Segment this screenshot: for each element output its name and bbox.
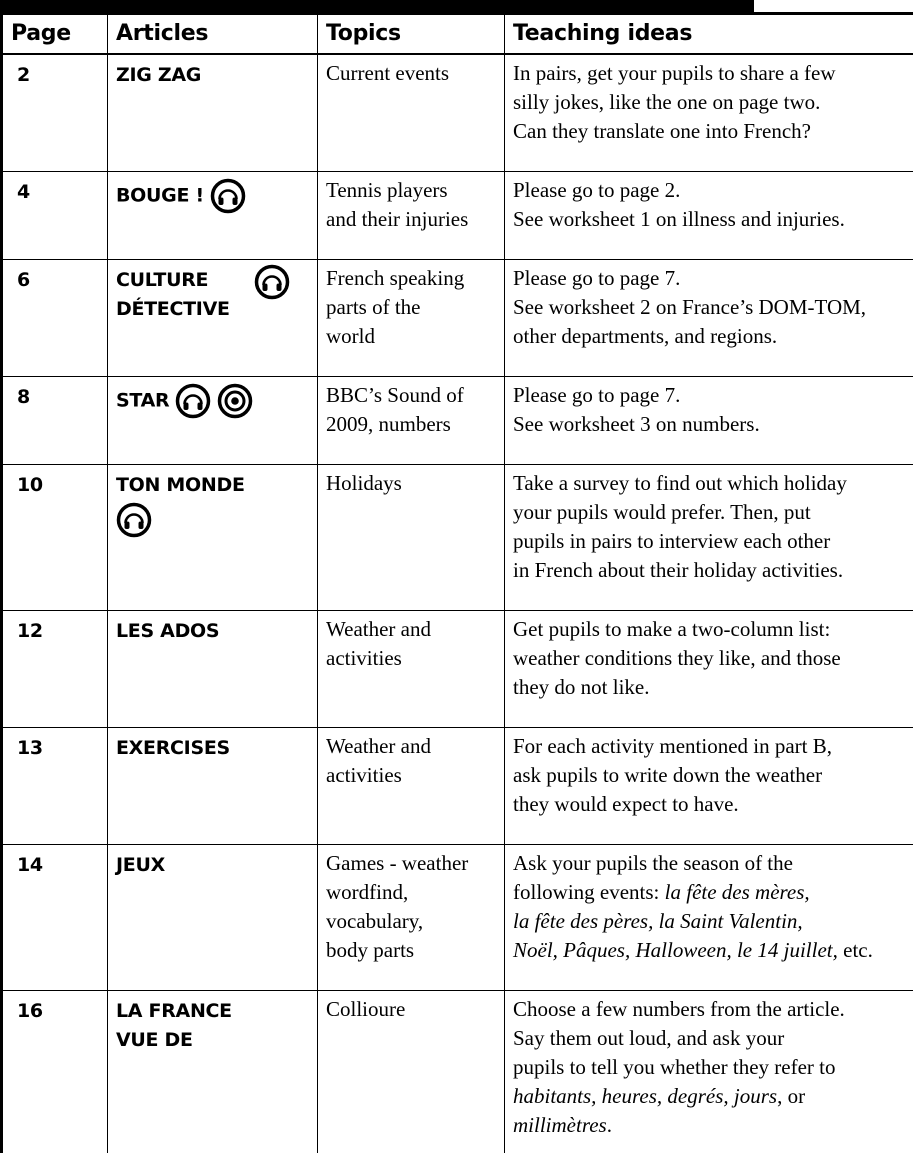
- teaching-idea-line: [513, 410, 913, 439]
- topic-line: activities: [326, 762, 402, 787]
- article-title-line: JEUX: [116, 853, 165, 876]
- teaching-idea-line: [513, 995, 913, 1024]
- teaching-idea-text: Please go to page 2.: [513, 177, 681, 202]
- article-title: [108, 464, 318, 610]
- topic-line: French speaking: [326, 265, 465, 290]
- topic-line: parts of the: [326, 294, 421, 319]
- topic-line: Games - weather: [326, 850, 469, 875]
- topic-cell: [318, 54, 505, 171]
- teaching-idea-text: Please go to page 7.: [513, 265, 681, 290]
- top-border-tab: [754, 0, 913, 14]
- headphones-icon: [210, 178, 246, 214]
- teaching-idea-text: .: [606, 1112, 612, 1137]
- headphones-icon: [116, 502, 309, 547]
- topic-line: Current events: [326, 61, 450, 85]
- teaching-idea-text: In pairs, get your pupils to share a few: [513, 61, 836, 85]
- topic-line: activities: [326, 645, 402, 670]
- teaching-idea-cell: [505, 259, 913, 376]
- header-articles: Articles: [108, 15, 318, 55]
- page-number: 10: [3, 464, 108, 610]
- teaching-idea-text: Please go to page 7.: [513, 382, 681, 407]
- teaching-idea-text: in French about their holiday activities.: [513, 557, 844, 582]
- target-icon: [217, 383, 253, 419]
- teaching-idea-line: [513, 644, 913, 673]
- teaching-idea-line: [513, 878, 913, 907]
- article-title: [108, 259, 318, 376]
- article-title: [108, 376, 318, 464]
- teaching-idea-cell: [505, 171, 913, 259]
- teaching-idea-text: See worksheet 1 on illness and injuries.: [513, 206, 845, 231]
- teaching-idea-text: they do not like.: [513, 674, 650, 699]
- topic-cell: [318, 990, 505, 1153]
- table-row: [3, 990, 913, 1153]
- article-title-line: BOUGE !: [116, 184, 204, 206]
- teaching-idea-cell: [505, 844, 913, 990]
- teaching-idea-line: [513, 469, 913, 498]
- teaching-idea-italic-text: Noël, Pâques, Halloween, le 14 juillet,: [513, 937, 838, 962]
- topic-line: Weather and: [326, 733, 431, 758]
- teaching-idea-text: ask pupils to write down the weather: [513, 762, 823, 787]
- page-number: 4: [3, 171, 108, 259]
- topic-line: Weather and: [326, 616, 431, 641]
- teaching-idea-text: See worksheet 3 on numbers.: [513, 411, 760, 436]
- teaching-idea-text: Ask your pupils the season of the: [513, 850, 793, 875]
- teaching-idea-line: [513, 117, 913, 146]
- topic-line: world: [326, 323, 375, 348]
- teaching-idea-line: [513, 381, 913, 410]
- teaching-idea-text: etc.: [837, 937, 873, 962]
- topic-line: and their injuries: [326, 206, 469, 231]
- teaching-idea-text: Choose a few numbers from the article.: [513, 996, 845, 1021]
- topic-cell: [318, 727, 505, 844]
- headphones-icon: [254, 264, 290, 309]
- teaching-idea-text: silly jokes, like the one on page two.: [513, 90, 821, 114]
- topic-line: vocabulary,: [326, 908, 424, 933]
- teaching-idea-text: they would expect to have.: [513, 791, 739, 816]
- teaching-idea-cell: [505, 727, 913, 844]
- teaching-idea-text: Get pupils to make a two-column list:: [513, 616, 831, 641]
- table-row: [3, 464, 913, 610]
- teaching-idea-line: [513, 88, 913, 117]
- article-title-line: DÉTECTIVE: [116, 297, 230, 320]
- topic-cell: [318, 376, 505, 464]
- article-title-line: EXERCISES: [116, 736, 230, 759]
- teaching-idea-italic-text: habitants, heures, degrés, jours: [513, 1083, 778, 1108]
- teaching-idea-cell: [505, 464, 913, 610]
- teaching-ideas-table: [2, 14, 913, 1153]
- teaching-idea-line: [513, 1053, 913, 1082]
- header-row: [3, 15, 913, 55]
- table-row: [3, 171, 913, 259]
- teaching-idea-text: other departments, and regions.: [513, 323, 778, 348]
- topic-cell: [318, 610, 505, 727]
- teaching-idea-line: [513, 1024, 913, 1053]
- teaching-idea-line: [513, 732, 913, 761]
- topic-line: wordfind,: [326, 879, 409, 904]
- table-row: [3, 727, 913, 844]
- table-frame: [0, 14, 913, 1153]
- article-title-line: ZIG ZAG: [116, 64, 202, 86]
- teaching-idea-text: , or: [777, 1083, 806, 1108]
- article-title: [108, 844, 318, 990]
- article-title-line: CULTURE: [116, 268, 209, 291]
- teaching-idea-text: following events:: [513, 879, 665, 904]
- teaching-idea-line: [513, 615, 913, 644]
- topic-line: Tennis players: [326, 177, 448, 202]
- topic-line: body parts: [326, 937, 415, 962]
- article-title: [108, 171, 318, 259]
- teaching-idea-text: your pupils would prefer. Then, put: [513, 499, 811, 524]
- teaching-idea-line: [513, 293, 913, 322]
- teaching-idea-line: [513, 176, 913, 205]
- header-teaching-ideas: Teaching ideas: [505, 15, 913, 55]
- page-number: 8: [3, 376, 108, 464]
- table-row: [3, 610, 913, 727]
- teaching-idea-line: [513, 936, 913, 965]
- teaching-idea-line: [513, 673, 913, 702]
- teaching-idea-text: See worksheet 2 on France’s DOM-TOM,: [513, 294, 867, 319]
- article-title-line: TON MONDE: [116, 473, 245, 496]
- teaching-idea-cell: [505, 376, 913, 464]
- teaching-idea-line: [513, 205, 913, 234]
- teaching-idea-line: [513, 761, 913, 790]
- topic-line: BBC’s Sound of: [326, 382, 464, 407]
- topic-line: Holidays: [326, 470, 402, 495]
- teaching-idea-text: pupils to tell you whether they refer to: [513, 1054, 836, 1079]
- topic-cell: [318, 171, 505, 259]
- topic-cell: [318, 844, 505, 990]
- topic-line: 2009, numbers: [326, 411, 451, 436]
- teaching-idea-text: Can they translate one into French?: [513, 119, 811, 143]
- page-number: 2: [3, 54, 108, 171]
- teaching-idea-line: [513, 907, 913, 936]
- teaching-idea-line: [513, 264, 913, 293]
- teaching-idea-cell: [505, 610, 913, 727]
- teaching-idea-italic-text: millimètres: [513, 1112, 607, 1137]
- teaching-idea-text: weather conditions they like, and those: [513, 645, 841, 670]
- page-number: 13: [3, 727, 108, 844]
- article-title: [108, 610, 318, 727]
- article-title-line: VUE DE: [116, 1028, 193, 1051]
- topic-cell: [318, 259, 505, 376]
- teaching-idea-line: [513, 527, 913, 556]
- teaching-idea-line: [513, 849, 913, 878]
- teaching-idea-text: For each activity mentioned in part B,: [513, 733, 832, 758]
- topic-cell: [318, 464, 505, 610]
- page-number: 16: [3, 990, 108, 1153]
- table-row: [3, 844, 913, 990]
- teaching-idea-text: pupils in pairs to interview each other: [513, 528, 831, 553]
- teaching-idea-text: Take a survey to find out which holiday: [513, 470, 847, 495]
- page-number: 14: [3, 844, 108, 990]
- header-page: Page: [3, 15, 108, 55]
- headphones-icon: [175, 383, 211, 419]
- article-title: [108, 54, 318, 171]
- teaching-idea-line: [513, 59, 913, 88]
- article-title: [108, 727, 318, 844]
- teaching-idea-line: [513, 498, 913, 527]
- teaching-idea-line: [513, 322, 913, 351]
- teaching-idea-line: [513, 1111, 913, 1140]
- table-row: [3, 259, 913, 376]
- topic-line: Collioure: [326, 996, 406, 1021]
- article-title-line: STAR: [116, 389, 170, 411]
- table-row: [3, 54, 913, 171]
- article-title: [108, 990, 318, 1153]
- table-row: [3, 376, 913, 464]
- teaching-idea-italic-text: la fête des pères, la Saint Valentin,: [513, 908, 803, 933]
- article-title-line: LA FRANCE: [116, 999, 232, 1022]
- teaching-idea-line: [513, 1082, 913, 1111]
- teaching-idea-cell: [505, 990, 913, 1153]
- teaching-idea-cell: [505, 54, 913, 171]
- teaching-idea-line: [513, 790, 913, 819]
- teaching-idea-line: [513, 556, 913, 585]
- page-number: 6: [3, 259, 108, 376]
- teaching-idea-text: Say them out loud, and ask your: [513, 1025, 785, 1050]
- page-number: 12: [3, 610, 108, 727]
- teaching-idea-italic-text: la fête des mères,: [664, 879, 810, 904]
- article-title-line: LES ADOS: [116, 619, 220, 642]
- header-topics: Topics: [318, 15, 505, 55]
